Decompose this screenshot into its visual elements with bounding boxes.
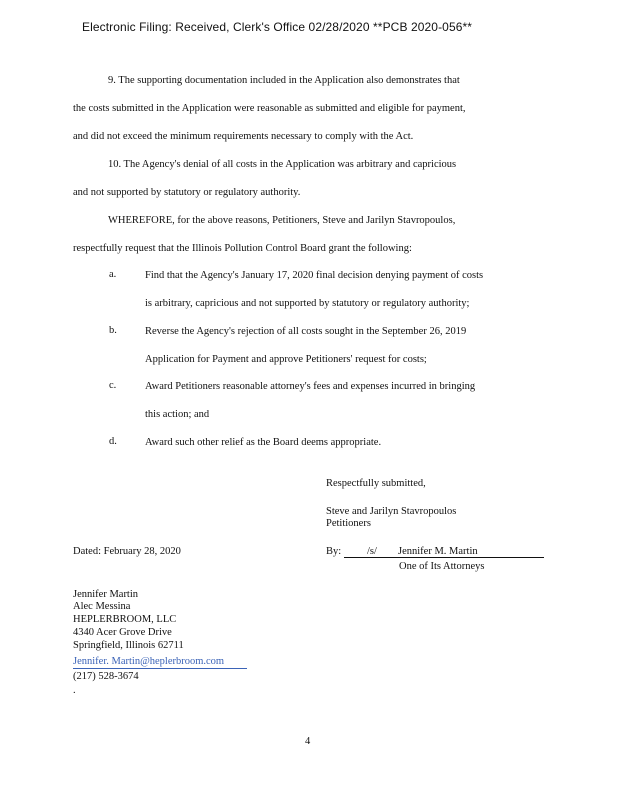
paragraph-9-line-1: 9. The supporting documentation included in the Application also demonstrates that	[108, 75, 460, 86]
trailing-dot: .	[73, 685, 76, 696]
paragraph-9	[73, 74, 460, 88]
petitioner-role: Petitioners	[326, 518, 371, 529]
item-b-line-1: Reverse the Agency's rejection of all costs sought in the September 26, 2019	[145, 326, 467, 337]
item-d-letter: d.	[109, 436, 117, 447]
item-c-letter: c.	[109, 380, 117, 391]
filing-header: Electronic Filing: Received, Clerk's Office 02/28/2020 **PCB 2020-056**	[82, 20, 473, 34]
wherefore-line-1: WHEREFORE, for the above reasons, Petitioners, Steve and Jarilyn Stavropoulos,	[108, 215, 456, 226]
paragraph-9-line-2: the costs submitted in the Application were reasonable as submitted and eligible for payment,	[73, 103, 466, 114]
contact-phone: (217) 528-3674	[73, 671, 139, 682]
paragraph-10-line-2: and not supported by statutory or regulatory authority.	[73, 187, 301, 198]
email-underline	[73, 668, 247, 669]
contact-city: Springfield, Illinois 62711	[73, 640, 184, 651]
item-b-letter: b.	[109, 325, 117, 336]
page-number: 4	[305, 736, 311, 747]
contact-name-1: Jennifer Martin	[73, 589, 139, 600]
item-d-line-1: Award such other relief as the Board deems appropriate.	[145, 437, 382, 448]
signature-mark: /s/	[367, 546, 377, 557]
wherefore-line-2: respectfully request that the Illinois Pollution Control Board grant the following:	[73, 243, 412, 254]
contact-firm: HEPLERBROOM, LLC	[73, 614, 177, 625]
wherefore-paragraph	[73, 214, 455, 228]
item-a-line-2: is arbitrary, capricious and not supported by statutory or regulatory authority;	[145, 298, 470, 309]
item-c-line-2: this action; and	[145, 409, 210, 420]
paragraph-9-line-3: and did not exceed the minimum requirements necessary to comply with the Act.	[73, 131, 414, 142]
paragraph-10	[73, 158, 456, 172]
contact-street: 4340 Acer Grove Drive	[73, 627, 172, 638]
closing-text: Respectfully submitted,	[326, 478, 426, 489]
date-line: Dated: February 28, 2020	[73, 546, 181, 557]
item-a-line-1: Find that the Agency's January 17, 2020 final decision denying payment of costs	[145, 270, 484, 281]
by-label: By:	[326, 546, 342, 557]
paragraph-10-line-1: 10. The Agency's denial of all costs in the Application was arbitrary and capricious	[108, 159, 457, 170]
item-c-line-1: Award Petitioners reasonable attorney's fees and expenses incurred in bringing	[145, 381, 476, 392]
contact-name-2: Alec Messina	[73, 601, 131, 612]
signer-name: Jennifer M. Martin	[398, 546, 478, 557]
petitioner-names: Steve and Jarilyn Stavropoulos	[326, 506, 457, 517]
item-a-letter: a.	[109, 269, 117, 280]
contact-email-link[interactable]: Jennifer. Martin@heplerbroom.com	[73, 656, 225, 667]
item-b-line-2: Application for Payment and approve Petitioners' request for costs;	[145, 354, 427, 365]
signer-role: One of Its Attorneys	[399, 561, 485, 572]
